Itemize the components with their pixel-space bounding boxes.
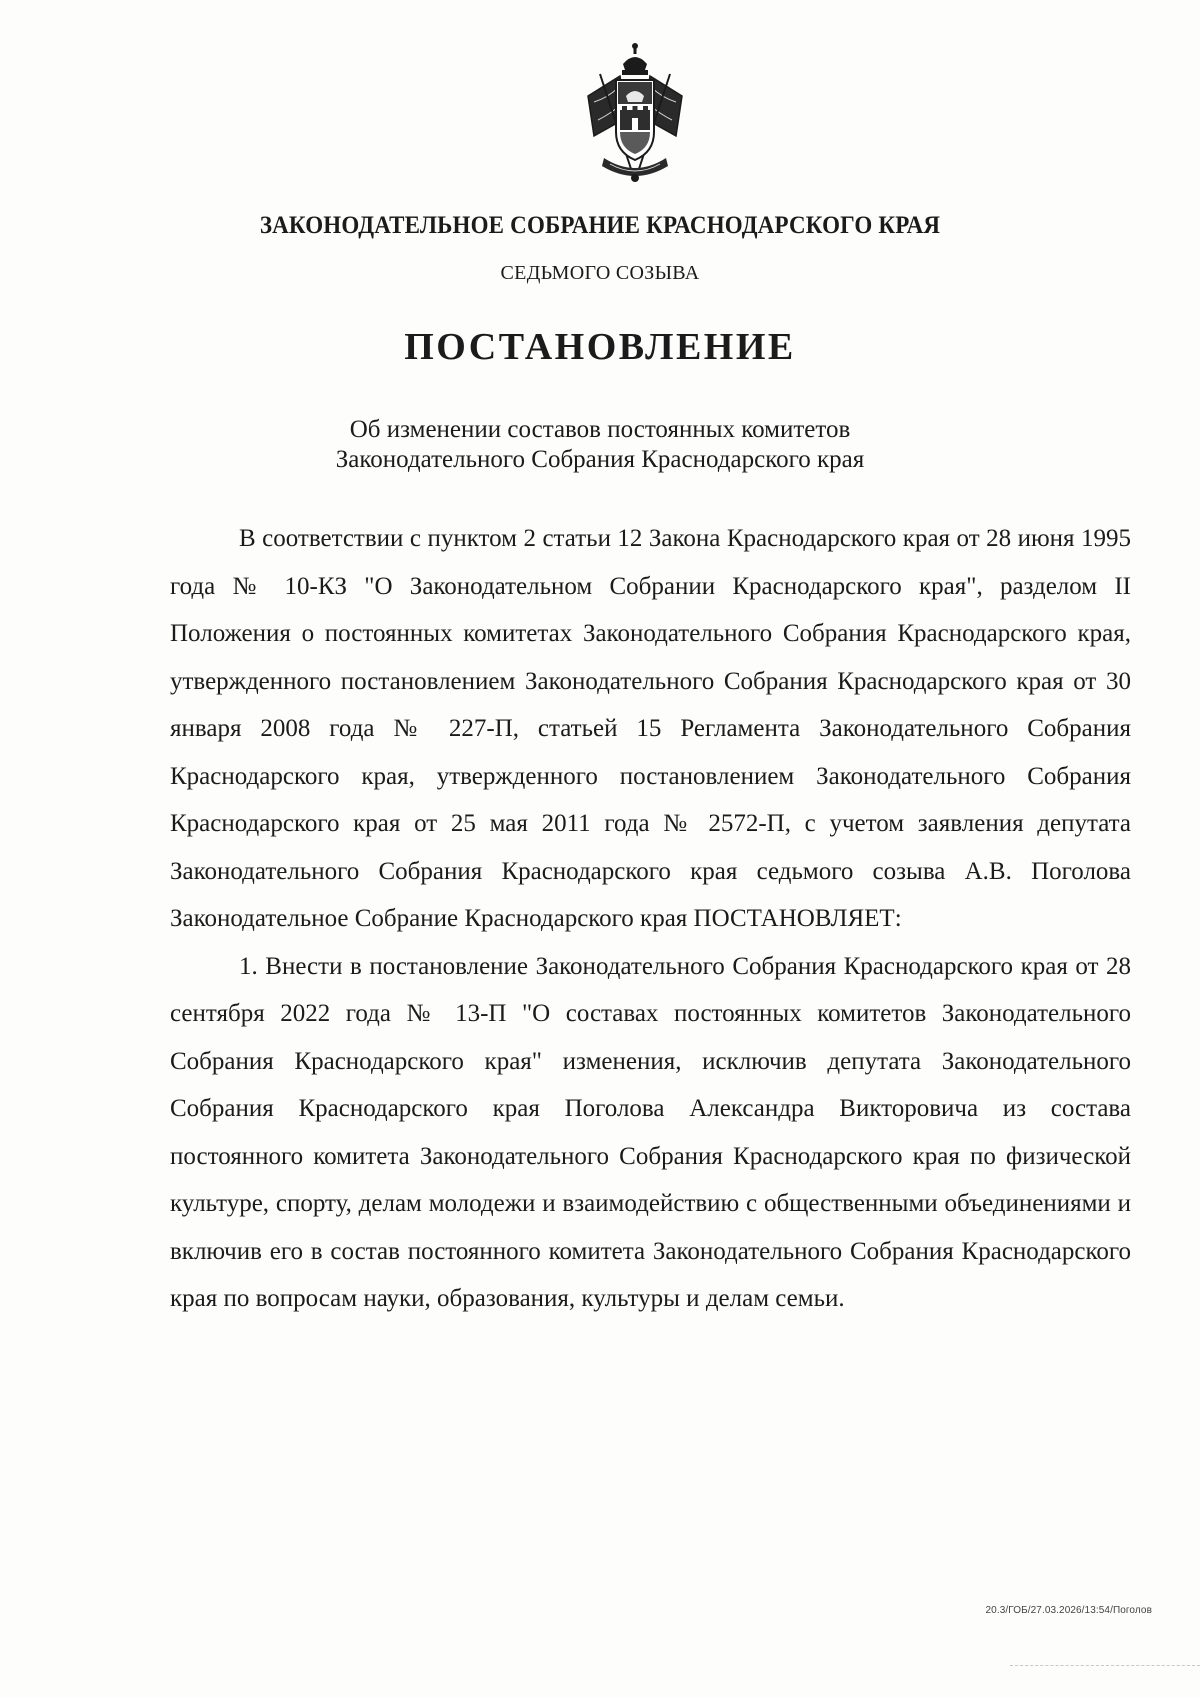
resolution-item-1: 1. Внести в постановление Законодательного Собрания Краснодарского края от 28 сентября 2022 года № 13-П "О составах постоянных комитетов Законодательного Собрания Краснодарского края" изменения, исключив депутата Законодательного Собрания Краснодарского края Поголова Александра Викторовича из состава постоянного комитета Законодательного Собрания Краснодарского края по физической культуре, спорту, делам молодежи и взаимодействию с общественными объединениями и включив его в состав постоянного комитета Законодательного Собрания Краснодарского края по вопросам науки, образования, культуры и делам семьи. bbox=[170, 952, 1131, 1312]
scan-edge-marks bbox=[1010, 1665, 1200, 1668]
document-body bbox=[170, 515, 1131, 1323]
coat-of-arms-icon bbox=[580, 40, 690, 188]
organization-name: ЗАКОНОДАТЕЛЬНОЕ СОБРАНИЕ КРАСНОДАРСКОГО КРАЯ bbox=[259, 212, 941, 239]
registration-code: 20.3/ГОБ/27.03.2026/13:54/Поголов bbox=[985, 1605, 1152, 1616]
preamble-paragraph: В соответствии с пунктом 2 статьи 12 Закона Краснодарского края от 28 июня 1995 года № 10-КЗ "О Законодательном Собрании Краснодарского края", разделом II Положения о постоянных комитетах Законодательного Собрания Краснодарского края, утвержденного постановлением Законодательного Собрания Краснодарского края от 30 января 2008 года № 227-П, статьей 15 Регламента Законодательного Собрания Краснодарского края, утвержденного постановлением Законодательного Собрания Краснодарского края от 25 мая 2011 года № 2572-П, с учетом заявления депутата Законодательного Собрания Краснодарского края седьмого созыва А.В. Поголова Законодательное Собрание Краснодарского края ПОСТАНОВЛЯЕТ: bbox=[170, 525, 1131, 932]
subject-line-1: Об изменении составов постоянных комитетов bbox=[349, 416, 851, 443]
document-type-title: ПОСТАНОВЛЕНИЕ bbox=[404, 326, 796, 368]
subject-line-2: Законодательного Собрания Краснодарского края bbox=[335, 446, 865, 473]
convocation-label: СЕДЬМОГО СОЗЫВА bbox=[500, 262, 700, 284]
document-subject bbox=[0, 415, 1200, 475]
